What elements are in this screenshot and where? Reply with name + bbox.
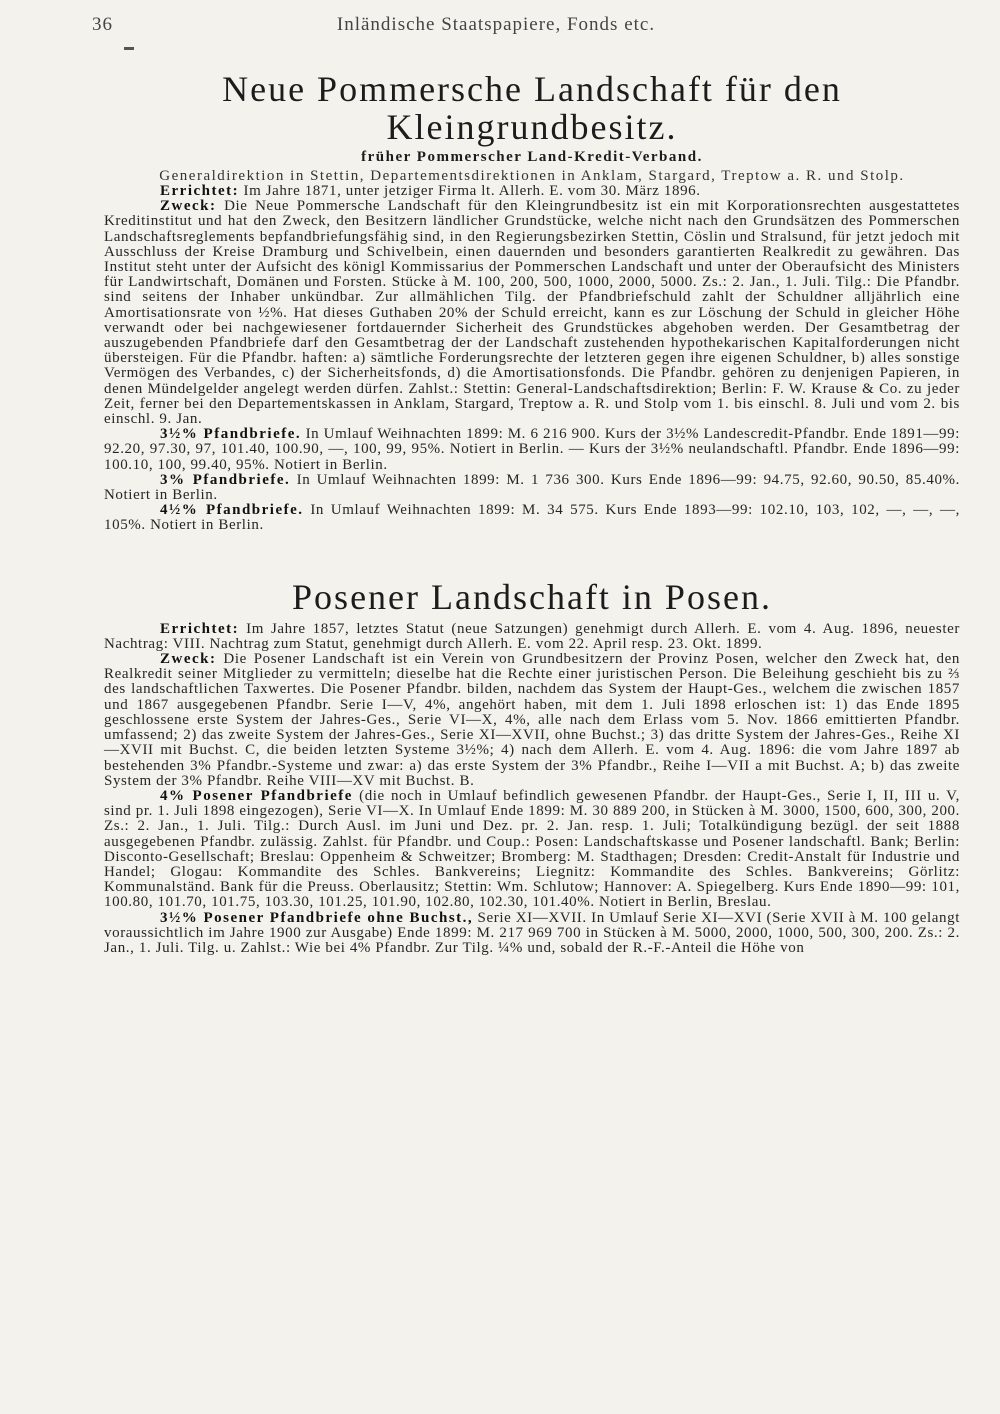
zweck-text: Die Posener Landschaft ist ein Verein von Grundbesitzern der Provinz Posen, welcher den Zweck hat, den Realkredit seiner Mitglieder zu vermitteln; dieselbe hat die Rechte einer juristischen Person. Die Beleihung geschieht bis zu ⅔ des landschaftlichen Taxwertes. Die Posener Pfandbr. bilden, nachdem das System der Haupt-Ges., welchem die zwischen 1857 und 1867 ausgegebenen Pfandbr. Serie I—V, 4%, angehört haben, mit dem 1. Juli 1898 erloschen ist: 1) das Ende 1895 geschlossene erste System der Jahres-Ges., Serie VI—X, 4%, alle nach dem Erlass vom 5. Nov. 1866 emittierten Pfandbr. umfassend; 2) das zweite System der Jahres-Ges., Serie XI—XVII, ohne Buchst.; 3) das dritte System der Jahres-Ges., Reihe XI—XVII mit Buchst. C, die beiden letzten Systeme 3½%; 4) nach dem Allerh. E. vom 4. Aug. 1896: die vom Jahre 1897 ab bestehenden 3% Pfandbr.-Systeme und zwar: a) das erste System der 3% Pfandbr., Reihe I—VII a mit Buchst. A; b) das zweite System der 3% Pfandbr. Reihe VIII—XV mit Buchst. B.: [104, 651, 960, 789]
zweck-text: Die Neue Pommersche Landschaft für den Kleingrundbesitz ist ein mit Korporationsrechten ausgestattetes Kreditinstitut und hat den Zweck, den Besitzern ländlicher Grundstücke, welche nicht nach den Grundsätzen des Pommerschen Landschaftsreglements bepfandbriefungsfähig sind, in den Regierungsbezirken Stettin, Cöslin und Stralsund, für jetzt jedoch mit Ausschluss der Kreise Dramburg und Schivelbein, einen dauernden und besonders garantierten Realkredit zu gewähren. Das Institut steht unter der Aufsicht des königl Kommissarius der Pommerschen Landschaft und unter der Oberaufsicht des Ministers für Landwirtschaft, Domänen und Forsten. Stücke à M. 100, 200, 500, 1000, 2000, 5000. Zs.: 2. Jan., 1. Juli. Tilg.: Die Pfandbr. sind seitens der Inhaber unkündbar. Zur allmählichen Tilg. der Pfandbriefschuld zahlt der Schuldner alljährlich eine Amortisationsrate von ½%. Hat dieses Guthaben 20% der Schuld erreicht, kann es zur Löschung der Schuld in gleicher Höhe verwandt oder bei nachgewiesener fortdauernder Sicherheit des Grundstückes abgehoben werden. Der Gesamtbetrag der auszugebenden Pfandbriefe darf den Gesamtbetrag der der Landschaft zustehenden hypothekarischen Kapitalforderungen nicht übersteigen. Für die Pfandbr. haften: a) sämtliche Forderungsrechte der letzteren gegen ihre eigenen Schuldner, b) alles sonstige Vermögen des Verbandes, c) der Sicherheitsfonds, d) die Amortisationsfonds. Die Pfandbr. gehören zu denjenigen Papieren, in denen Mündelgelder angelegt werden dürfen. Zahlst.: Stettin: General-Landschaftsdirektion; Berlin: F. W. Krause & Co. zu jeder Zeit, ferner bei den Departementskassen in Anklam, Stargard, Treptow a. R. und Stolp vom 1. bis einschl. 8. Juli und vom 2. bis einschl. 9. Jan.: [104, 198, 960, 428]
errichtet-text: Im Jahre 1857, letztes Statut (neue Satzungen) genehmigt durch Allerh. E. vom 4. Aug. 1896, neuester Nachtrag: VIII. Nachtrag zum Statut, genehmigt durch Allerh. E. vom 22. April resp. 23. Okt. 1899.: [104, 620, 960, 652]
issue-text: In Umlauf Weihnachten 1899: M. 1 736 300. Kurs Ende 1896—99: 94.75, 92.60, 90.50, 85.40%. Notiert in Berlin.: [104, 471, 960, 504]
zweck-paragraph: [104, 652, 960, 789]
page-number: 36: [92, 14, 113, 35]
zweck-paragraph: [104, 199, 960, 427]
section-subtitle: früher Pommerscher Land-Kredit-Verband.: [361, 149, 703, 165]
issue-paragraph: [104, 911, 960, 957]
errichtet-paragraph: [104, 622, 960, 652]
issue-label: 3½% Pfandbriefe.: [160, 426, 302, 443]
errichtet-paragraph: [104, 184, 960, 199]
print-mark: [124, 47, 134, 50]
issue-label: 3½% Posener Pfandbriefe ohne Buchst.,: [160, 909, 474, 926]
running-title: Inländische Staatspapiere, Fonds etc.: [336, 14, 656, 35]
issue-label: 3% Pfandbriefe.: [160, 471, 291, 488]
errichtet-label: Errichtet:: [160, 620, 240, 637]
issue-paragraph: [104, 789, 960, 911]
issue-text: In Umlauf Weihnachten 1899: M. 34 575. Kurs Ende 1893—99: 102.10, 103, 102, —, —, —, 105%. Notiert in Berlin.: [104, 502, 960, 534]
issue-text: (die noch in Umlauf befindlich gewesenen Pfandbr. der Haupt-Ges., Serie I, II, III u. V, sind pr. 1. Juli 1898 eingezogen), Serie VI—X. In Umlauf Ende 1899: M. 30 889 200, in Stücken à M. 3000, 1500, 600, 300, 200. Zs.: 2. Jan., 1. Juli. Tilg.: Durch Ausl. im Juni und Dez. pr. 2. Jan. resp. 1. Juli; Totalkündigung bezügl. der seit 1888 ausgegebenen Pfandbr. zulässig. Zahlst. für Pfandbr. und Coup.: Posen: Landschaftskasse und Posener landschaftl. Bank; Berlin: Disconto-Gesellschaft; Breslau: Oppenheim & Schweitzer; Bromberg: M. Stadthagen; Dresden: Credit-Anstalt für Industrie und Handel; Glogau: Kommandite des Schles. Bankvereins; Liegnitz: Kommandite des Schles. Bankvereins; Görlitz: Kommunalständ. Bank für die Preuss. Oberlausitz; Stettin: Wm. Schlutow; Hannover: A. Spiegelberg. Kurs Ende 1890—99: 101, 100.80, 101.70, 101.75, 103.30, 101.25, 101.90, 102.80, 102.30, 101.40%. Notiert in Berlin, Breslau.: [104, 787, 960, 911]
errichtet-text: Im Jahre 1871, unter jetziger Firma lt. Allerh. E. vom 30. März 1896.: [243, 183, 701, 199]
issue-text: Serie XI—XVII. In Umlauf Serie XI—XVI (Serie XVII à M. 100 gelangt voraussichtlich im Jahre 1900 zur Ausgabe) Ende 1899: M. 217 969 700 in Stücken à M. 5000, 2000, 1000, 500, 300, 200. Zs.: 2. Jan., 1. Juli. Tilg. u. Zahlst.: Wie bei 4% Pfandbr. Zur Tilg. ¼% und, sobald der R.-F.-Anteil die Höhe von: [104, 909, 960, 956]
issue-paragraph: [104, 473, 960, 503]
issue-label: 4% Posener Pfandbriefe: [160, 787, 353, 804]
issue-label: 4½% Pfandbriefe.: [160, 502, 304, 519]
issue-paragraph: [104, 503, 960, 533]
section-title-posener: Posener Landschaft in Posen.: [292, 576, 772, 617]
issue-text: In Umlauf Weihnachten 1899: M. 6 216 900. Kurs der 3½% Landescredit-Pfandbr. Ende 1891—99: 92.20, 97.30, 97, 101.40, 100.90, —, 100, 99, 95%. Notiert in Berlin. — Kurs der 3½% neulandschaftl. Pfandbr. Ende 1896—99: 100.10, 100, 99.40, 95%. Notiert in Berlin.: [104, 426, 961, 473]
errichtet-label: Errichtet:: [160, 183, 240, 199]
zweck-label: Zweck:: [160, 198, 217, 215]
running-header: [92, 14, 960, 44]
issue-paragraph: [104, 427, 960, 473]
section-title-pommersche: Neue Pommersche Landschaft für den Kleingrundbesitz.: [222, 69, 842, 147]
directorate-line: Generaldirektion in Stettin, Departementsdirektionen in Anklam, Stargard, Treptow a. R. und Stolp.: [159, 168, 905, 184]
zweck-label: Zweck:: [160, 651, 217, 668]
